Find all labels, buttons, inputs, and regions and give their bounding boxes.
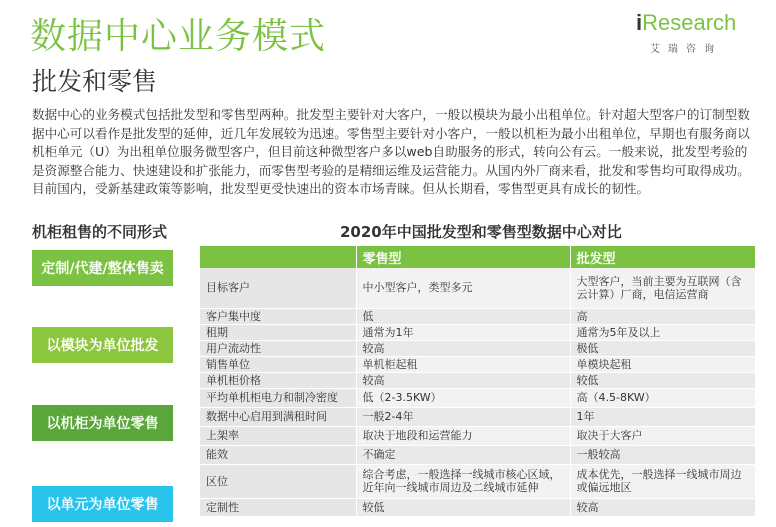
page-title: 数据中心业务模式 <box>30 16 327 57</box>
wholesale-cell: 1年 <box>570 407 755 426</box>
table-row <box>200 426 755 445</box>
retail-cell: 取决于地段和运营能力 <box>356 426 570 445</box>
table-row <box>200 340 755 356</box>
page-subtitle: 批发和零售 <box>32 67 158 96</box>
wholesale-cell: 成本优先，一般选择一线城市周边或偏远地区 <box>570 464 755 498</box>
row-label: 数据中心启用到满租时间 <box>200 407 356 426</box>
table-row <box>200 308 755 324</box>
table-row <box>200 356 755 372</box>
form-box-module: 以模块为单位批发 <box>32 327 173 363</box>
row-label: 销售单位 <box>200 356 356 372</box>
wholesale-cell: 一般较高 <box>570 445 755 464</box>
wholesale-cell: 高 <box>570 308 755 324</box>
iresearch-logo <box>636 6 756 58</box>
retail-cell: 单机柜起租 <box>356 356 570 372</box>
table-row <box>200 324 755 340</box>
row-label: 租期 <box>200 324 356 340</box>
row-label: 客户集中度 <box>200 308 356 324</box>
form-box-unit: 以单元为单位零售 <box>32 486 173 522</box>
retail-cell: 较高 <box>356 372 570 388</box>
table-title: 2020年中国批发型和零售型数据中心对比 <box>340 223 622 241</box>
row-label: 能效 <box>200 445 356 464</box>
retail-cell: 不确定 <box>356 445 570 464</box>
retail-cell: 低 <box>356 308 570 324</box>
intro-paragraph: 数据中心的业务模式包括批发型和零售型两种。批发型主要针对大客户，一般以模块为最小出租单位。针对超大型客户的订制型数据中心可以看作是批发型的延伸，近几年发展较为迅速。零售型主要针对小客户，一般以机柜为最小出租单位，早期也有服务商以机柜单元（U）为出租单位服务微型客户，但目前这种微型客户多以web自助服务的形式，转向公有云。一般来说，批发型考验的是资源整合能力、快速建设和扩张能力，而零售型考验的是精细运维及运营能力。从国内外厂商来看，批发和零售均可取得成功。目前国内，受新基建政策等影响，批发型更受快速出的资本市场青睐。但从长期看，零售型更具有成长的韧性。 <box>32 107 750 196</box>
wholesale-cell: 高（4.5-8KW） <box>570 388 755 407</box>
table-row <box>200 464 755 498</box>
logo-brand <box>636 10 736 36</box>
wholesale-cell: 取决于大客户 <box>570 426 755 445</box>
retail-cell: 较高 <box>356 340 570 356</box>
table-row <box>200 388 755 407</box>
retail-cell: 一般2-4年 <box>356 407 570 426</box>
wholesale-cell: 单模块起租 <box>570 356 755 372</box>
logo-brand-rest: Research <box>642 10 737 35</box>
table-row <box>200 498 755 516</box>
table-row <box>200 407 755 426</box>
wholesale-cell: 通常为5年及以上 <box>570 324 755 340</box>
row-label: 单机柜价格 <box>200 372 356 388</box>
row-label: 上架率 <box>200 426 356 445</box>
retail-cell: 较低 <box>356 498 570 516</box>
form-box-custom: 定制/代建/整体售卖 <box>32 250 173 286</box>
table-header-wholesale: 批发型 <box>570 246 755 268</box>
row-label: 区位 <box>200 464 356 498</box>
row-label: 平均单机柜电力和制冷密度 <box>200 388 356 407</box>
table-header-empty <box>200 246 356 268</box>
table-row <box>200 445 755 464</box>
retail-cell: 低（2-3.5KW） <box>356 388 570 407</box>
retail-cell: 通常为1年 <box>356 324 570 340</box>
logo-cn: 艾瑞咨询 <box>650 44 722 55</box>
retail-cell: 中小型客户，类型多元 <box>356 268 570 308</box>
wholesale-cell: 极低 <box>570 340 755 356</box>
row-label: 定制性 <box>200 498 356 516</box>
row-label: 用户流动性 <box>200 340 356 356</box>
wholesale-cell: 大型客户，当前主要为互联网（含云计算）厂商，电信运营商 <box>570 268 755 308</box>
table-row <box>200 268 755 308</box>
wholesale-cell: 较高 <box>570 498 755 516</box>
row-label: 目标客户 <box>200 268 356 308</box>
comparison-table <box>200 246 756 517</box>
form-box-cabinet: 以机柜为单位零售 <box>32 405 173 441</box>
table-header-row <box>200 246 755 268</box>
forms-section-title: 机柜租售的不同形式 <box>32 223 168 241</box>
table-header-retail: 零售型 <box>356 246 570 268</box>
retail-cell: 综合考虑，一般选择一线城市核心区域，近年向一线城市周边及二线城市延伸 <box>356 464 570 498</box>
wholesale-cell: 较低 <box>570 372 755 388</box>
table-row <box>200 372 755 388</box>
logo-brand-i: i <box>636 10 643 35</box>
